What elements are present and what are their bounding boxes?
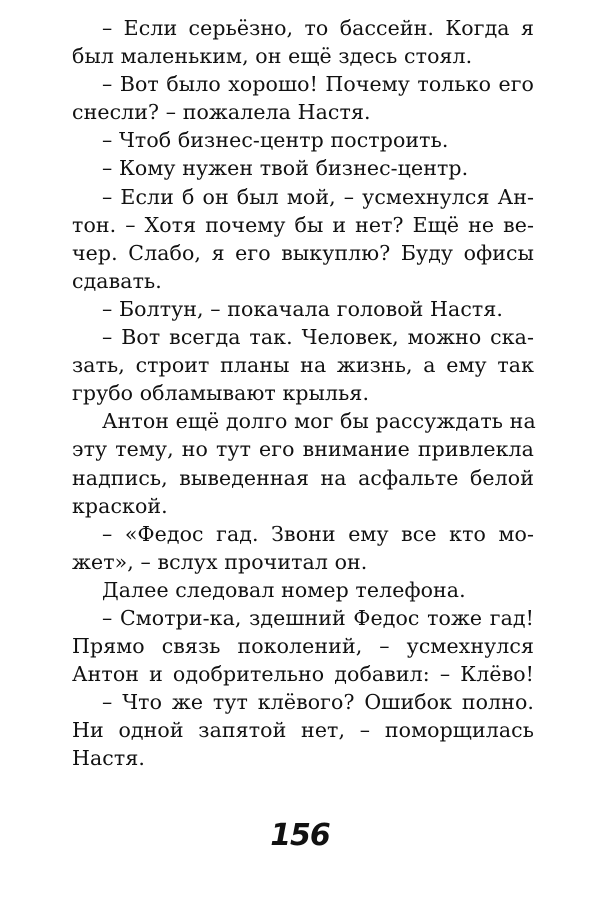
text-line: – «Федос гад. Звони ему все кто мо-	[102, 521, 534, 546]
text-line: – Вот всегда так. Человек, можно ска-	[102, 325, 534, 350]
text-line: снесли? – пожалела Настя.	[72, 100, 371, 125]
text-line: – Чтоб бизнес-центр построить.	[102, 128, 449, 153]
text-line: жет», – вслух прочитал он.	[72, 549, 368, 574]
text-line: – Болтун, – покачала головой Настя.	[102, 296, 504, 321]
text-line: грубо обламывают крылья.	[72, 381, 370, 406]
text-line: Прямо связь поколений, – усмехнулся	[72, 634, 534, 659]
text-line: Антон ещё долго мог бы рассуждать на	[102, 409, 536, 434]
text-line: чер. Слабо, я его выкуплю? Буду офисы	[72, 240, 534, 265]
text-line: – Что же тут клёвого? Ошибок полно.	[102, 690, 534, 715]
text-line: – Смотри-ка, здешний Федос тоже гад!	[102, 605, 534, 630]
text-line: сдавать.	[72, 268, 162, 293]
text-line: Настя.	[72, 746, 145, 771]
body-text	[72, 14, 534, 773]
text-line: тон. – Хотя почему бы и нет? Ещё не ве-	[72, 212, 534, 237]
text-line: был маленьким, он ещё здесь стоял.	[72, 44, 473, 69]
text-line: – Если серьёзно, то бассейн. Когда я	[102, 16, 534, 40]
text-line: – Кому нужен твой бизнес-центр.	[102, 156, 469, 181]
text-line: – Вот было хорошо! Почему только его	[102, 72, 534, 97]
text-line: – Если б он был мой, – усмехнулся Ан-	[102, 184, 534, 209]
text-line: Антон и одобрительно добавил: – Клёво!	[72, 662, 534, 687]
text-line: Ни одной запятой нет, – поморщилась	[72, 718, 534, 743]
text-line: Далее следовал номер телефона.	[102, 577, 466, 602]
text-line: краской.	[72, 493, 168, 518]
text-line: надпись, выведенная на асфальте белой	[72, 465, 534, 490]
page-number: 156	[270, 818, 330, 853]
text-line: эту тему, но тут его внимание привлекла	[72, 437, 534, 462]
text-line: зать, строит планы на жизнь, а ему так	[72, 353, 534, 378]
